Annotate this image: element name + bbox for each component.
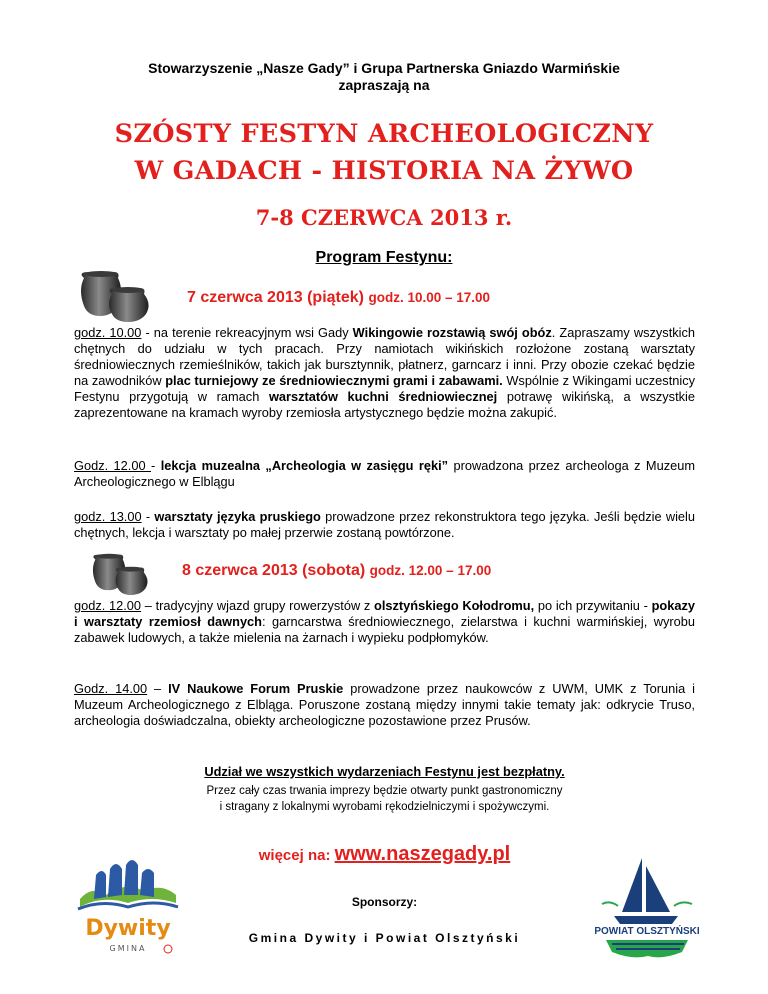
clay-pots-icon (86, 553, 158, 595)
clay-pots-icon (76, 270, 158, 322)
more-info-label: więcej na: (258, 847, 335, 864)
powiat-olsztynski-logo (592, 852, 702, 962)
day-1-label: 7 czerwca 2013 (piątek) (187, 289, 364, 306)
day-1-heading (187, 289, 490, 307)
day-2-hours: godz. 12.00 – 17.00 (369, 563, 492, 578)
day-2-label: 8 czerwca 2013 (sobota) (182, 562, 366, 579)
gastronomy-note: Przez cały czas trwania imprezy będzie otwarty punkt gastronomiczny i stragany z lokalnymi wyrobami rękodzielniczymi i spożywczymi. (206, 785, 563, 813)
title-line-2: W GADACH - HISTORIA NA ŻYWO (134, 156, 634, 186)
dywity-logo-sub: GMINA (109, 944, 147, 953)
sponsors-label: Sponsorzy: (351, 895, 418, 909)
event-paragraph: Godz. 12.00 - lekcja muzealna „Archeologia w zasięgu ręki” prowadzona przez archeologa z Muzeum Archeologicznego w Elblągu (74, 458, 695, 489)
event-time: godz. 13.00 (74, 509, 142, 524)
event-paragraph: godz. 12.00 – tradycyjny wjazd grupy rowerzystów z olsztyńskiego Kołodromu, po ich przywitaniu - pokazy i warsztaty rzemiosł dawnych: garncarstwa średniowiecznego, zielarstwa i kuchni warmińskiej, wyrobu zabawek ludowych, a także mielenia na żarnach i wypieku podpłomyków. (74, 598, 695, 645)
event-time: Godz. 12.00 (74, 458, 151, 473)
event-paragraph: Godz. 14.00 – IV Naukowe Forum Pruskie prowadzone przez naukowców z UWM, UMK z Torunia i Muzeum Archeologicznego z Elbląga. Poruszone zostaną między innymi takie tematy jak: odkrycie Truso, archeologia doświadczalna, obiekty archeologiczne pozostawione przez Prusów. (74, 681, 695, 728)
title-line-1: SZÓSTY FESTYN ARCHEOLOGICZNY (114, 119, 654, 149)
event-time: godz. 10.00 (74, 325, 142, 340)
event-time: Godz. 14.00 (74, 681, 148, 696)
event-paragraph: godz. 10.00 - na terenie rekreacyjnym wsi Gady Wikingowie rozstawią swój obóz. Zapraszamy wszystkich chętnych do udziału w tych pracach. Przy namiotach wikińskich rozłożone zostaną warsztaty średniowiecznych rzemieślników, takich jak bursztynnik, płatnerz, garncarz i inni. Przy obozie czekać będzie na zawodników plac turniejowy ze średniowiecznymi grami i zabawami. Wspólnie z Wikingami uczestnicy Festynu przygotują w ramach warsztatów kuchni średniowiecznej potrawę wikińską, a wszystkie zaprezentowane na kramach wyroby rzemiosła artystycznego będzie można zakupić. (74, 325, 696, 420)
day-1-hours: godz. 10.00 – 17.00 (368, 290, 491, 305)
website-link[interactable]: www.naszegady.pl (334, 843, 511, 865)
day-2-heading (182, 562, 491, 580)
sponsors-names: Gmina Dywity i Powiat Olsztyński (248, 931, 521, 945)
dywity-logo-text: Dywity (85, 916, 171, 941)
festival-dates: 7-8 CZERWCA 2013 r. (255, 205, 513, 230)
event-paragraph: godz. 13.00 - warsztaty języka pruskiego prowadzone przez rekonstruktora tego języka. Jeśli będzie wielu chętnych, lekcja i warsztaty po małej przerwie zostaną powtórzone. (74, 509, 695, 540)
program-heading: Program Festynu: (315, 249, 453, 266)
festival-title (40, 116, 728, 190)
invitation-line: zapraszają na (338, 77, 430, 93)
organizers-header (74, 60, 694, 94)
free-admission-note: Udział we wszystkich wydarzeniach Festynu jest bezpłatny. (204, 764, 565, 779)
powiat-logo-text: POWIAT OLSZTYŃSKI (594, 926, 700, 937)
event-time: godz. 12.00 (74, 598, 142, 613)
organizers-line: Stowarzyszenie „Nasze Gady” i Grupa Partnerska Gniazdo Warmińskie (148, 60, 620, 76)
dywity-logo (72, 855, 184, 959)
